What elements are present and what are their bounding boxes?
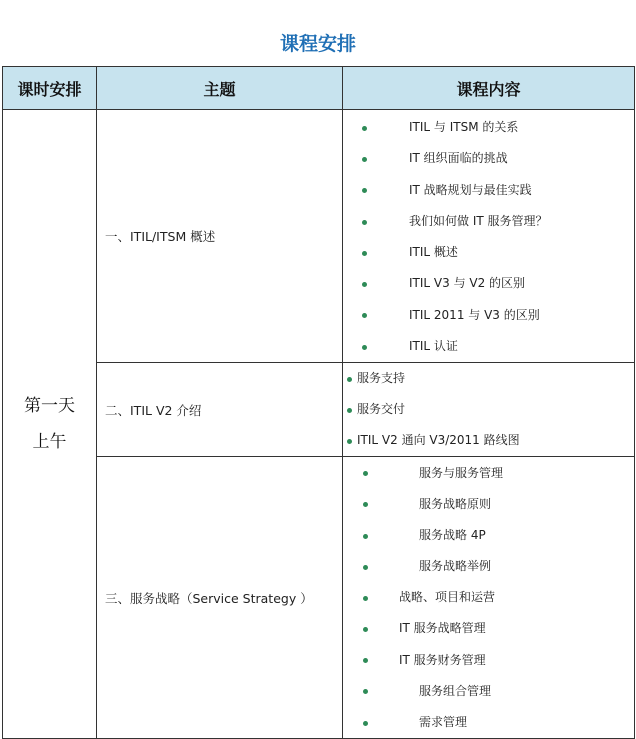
list-item: ITIL V3 与 V2 的区别 <box>343 268 634 299</box>
list-item: 服务交付 <box>343 394 634 425</box>
header-time: 课时安排 <box>3 67 97 110</box>
list-item: 我们如何做 IT 服务管理？ <box>343 206 634 237</box>
table-row <box>3 110 635 363</box>
bullet-icon <box>362 313 367 318</box>
table-row <box>3 363 635 457</box>
bullet-icon <box>362 282 367 287</box>
bullet-icon <box>363 565 368 570</box>
bullet-icon <box>363 471 368 476</box>
list-item: 服务战略 4P <box>343 520 634 551</box>
day-cell <box>3 110 97 739</box>
bullet-icon <box>363 689 368 694</box>
list-item: IT 战略规划与最佳实践 <box>343 175 634 206</box>
list-item: IT 组织面临的挑战 <box>343 143 634 174</box>
list-item: 服务支持 <box>343 363 634 394</box>
schedule-table <box>2 66 635 739</box>
bullet-icon <box>347 439 352 444</box>
content-list <box>343 110 634 362</box>
list-item: ITIL 与 ITSM 的关系 <box>343 112 634 143</box>
bullet-icon <box>363 721 368 726</box>
bullet-icon <box>362 126 367 131</box>
list-item: 服务组合管理 <box>343 676 634 707</box>
bullet-icon <box>362 345 367 350</box>
topic-cell: 一、ITIL/ITSM 概述 <box>97 110 343 363</box>
list-item: IT 服务战略管理 <box>343 613 634 644</box>
content-list <box>343 363 634 456</box>
list-item: ITIL 认证 <box>343 331 634 362</box>
content-cell <box>343 457 635 739</box>
bullet-icon <box>363 596 368 601</box>
header-row <box>3 67 635 110</box>
bullet-icon <box>363 627 368 632</box>
bullet-icon <box>363 534 368 539</box>
bullet-icon <box>362 157 367 162</box>
topic-cell: 二、ITIL V2 介绍 <box>97 363 343 457</box>
list-item: 战略、项目和运营 <box>343 582 634 613</box>
bullet-icon <box>362 251 367 256</box>
topic-cell: 三、服务战略（Service Strategy ） <box>97 457 343 739</box>
bullet-icon <box>363 502 368 507</box>
list-item: 需求管理 <box>343 707 634 738</box>
list-item: ITIL V2 通向 V3/2011 路线图 <box>343 425 634 456</box>
bullet-icon <box>347 408 352 413</box>
list-item: ITIL 2011 与 V3 的区别 <box>343 300 634 331</box>
content-cell <box>343 363 635 457</box>
bullet-icon <box>363 658 368 663</box>
list-item: IT 服务财务管理 <box>343 645 634 676</box>
bullet-icon <box>347 377 352 382</box>
list-item: ITIL 概述 <box>343 237 634 268</box>
list-item: 服务战略原则 <box>343 489 634 520</box>
header-content: 课程内容 <box>343 67 635 110</box>
list-item: 服务战略举例 <box>343 551 634 582</box>
content-cell <box>343 110 635 363</box>
header-topic: 主题 <box>97 67 343 110</box>
session-label: 上午 <box>32 432 67 453</box>
bullet-icon <box>362 220 367 225</box>
table-row <box>3 457 635 739</box>
day-label: 第一天 <box>24 396 75 417</box>
list-item: 服务与服务管理 <box>343 458 634 489</box>
content-list <box>343 458 634 739</box>
page-title: 课程安排 <box>279 33 356 55</box>
bullet-icon <box>362 188 367 193</box>
